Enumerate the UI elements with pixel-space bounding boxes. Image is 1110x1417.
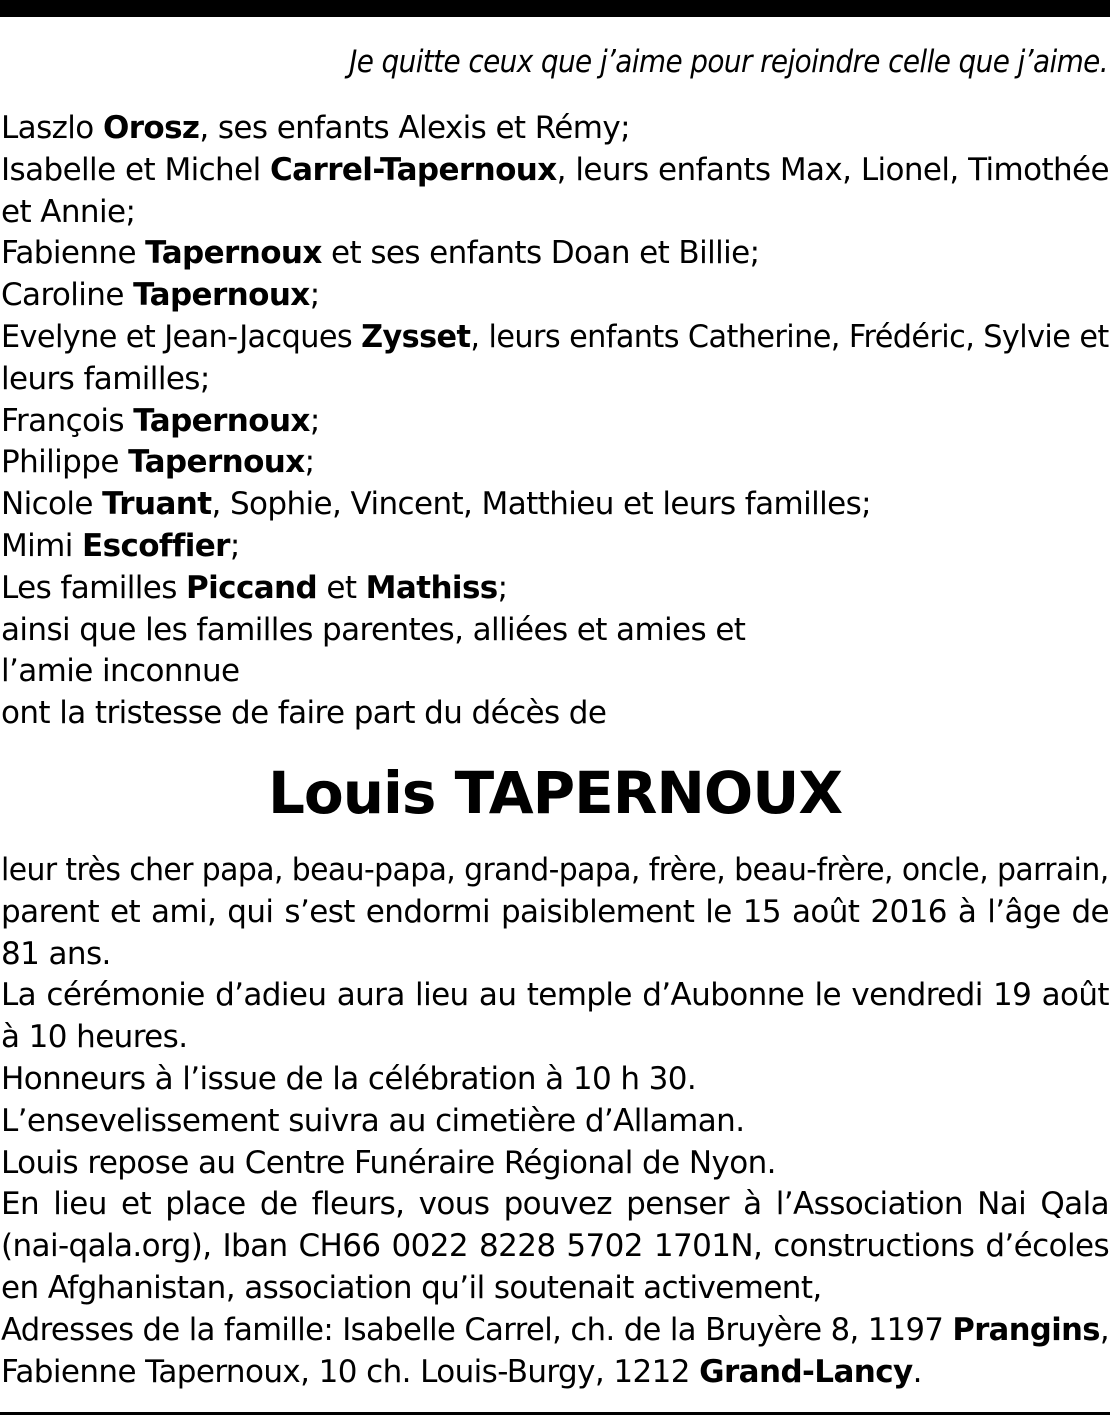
line-text: Caroline bbox=[1, 277, 134, 314]
line-text: leurs familles; bbox=[1, 360, 210, 397]
line-text: , ses enfants Alexis et Rémy; bbox=[199, 110, 630, 146]
bold-surname: Tapernoux bbox=[128, 444, 305, 481]
line-text: l’amie inconnue bbox=[1, 653, 240, 690]
bold-surname: Orosz bbox=[102, 110, 200, 146]
line-text: ainsi que les familles parentes, alliées et amies et bbox=[1, 611, 746, 648]
tribute-line bbox=[1, 1101, 1109, 1143]
bold-surname: Tapernoux bbox=[133, 277, 310, 314]
bold-surname: Grand-Lancy bbox=[699, 1353, 913, 1390]
family-line bbox=[1, 484, 1109, 526]
line-text: , Sophie, Vincent, Matthieu et leurs familles; bbox=[211, 486, 872, 523]
line-text: Honneurs à l’issue de la célébration à 10 h 30. bbox=[1, 1060, 697, 1097]
tribute-line bbox=[1, 934, 1109, 976]
family-line bbox=[1, 150, 1109, 192]
line-text: Fabienne bbox=[1, 235, 146, 272]
line-text: , leurs enfants Catherine, Frédéric, Sylvie et bbox=[470, 318, 1109, 355]
line-text: Adresses de la famille: Isabelle Carrel, ch. de la Bruyère 8, 1197 bbox=[1, 1311, 953, 1348]
bold-surname: Tapernoux bbox=[145, 235, 322, 272]
bold-surname: Zysset bbox=[361, 318, 471, 355]
line-text: . bbox=[912, 1353, 922, 1390]
bold-surname: Piccand bbox=[186, 569, 318, 606]
line-text: ; bbox=[309, 277, 320, 314]
line-text: En lieu et place de fleurs, vous pouvez penser à l’Association Nai Qala bbox=[1, 1186, 1109, 1223]
tribute-line bbox=[1, 1226, 1109, 1268]
family-line bbox=[1, 317, 1109, 359]
tribute-line bbox=[1, 850, 1109, 892]
line-text: Fabienne Tapernoux, 10 ch. Louis-Burgy, 1212 bbox=[1, 1353, 700, 1390]
line-text: parent et ami, qui s’est endormi paisiblement le 15 août 2016 à l’âge de bbox=[1, 893, 1109, 930]
family-line bbox=[1, 192, 1109, 234]
tribute-line bbox=[1, 1352, 1109, 1394]
line-text: Isabelle et Michel bbox=[1, 151, 271, 188]
family-list bbox=[1, 108, 1109, 735]
line-text: ; bbox=[229, 527, 240, 564]
line-text: La cérémonie d’adieu aura lieu au temple d’Aubonne le vendredi 19 août bbox=[1, 977, 1109, 1014]
family-line bbox=[1, 568, 1109, 610]
line-text: 81 ans. bbox=[1, 935, 111, 972]
family-line bbox=[1, 442, 1109, 484]
bold-surname: Prangins bbox=[952, 1311, 1100, 1348]
line-text: en Afghanistan, association qu’il soutenait activement, bbox=[1, 1269, 822, 1306]
line-text: Evelyne et Jean-Jacques bbox=[1, 318, 362, 355]
tribute-text bbox=[1, 850, 1109, 1393]
line-text: à 10 heures. bbox=[1, 1019, 188, 1056]
family-line bbox=[1, 359, 1109, 401]
line-text: ; bbox=[304, 444, 315, 481]
line-text: Nicole bbox=[1, 486, 103, 523]
bold-surname: Tapernoux bbox=[133, 402, 310, 439]
top-rule bbox=[0, 0, 1110, 17]
family-line bbox=[1, 651, 1109, 693]
line-text: François bbox=[1, 402, 134, 439]
tribute-line bbox=[1, 1059, 1109, 1101]
line-text: , leurs enfants Max, Lionel, Timothée bbox=[556, 151, 1110, 188]
line-text: ont la tristesse de faire part du décès de bbox=[1, 695, 607, 732]
line-text: Louis repose au Centre Funéraire Régional de Nyon. bbox=[1, 1144, 776, 1181]
line-text: ; bbox=[497, 569, 508, 606]
family-line bbox=[1, 233, 1109, 275]
line-text: ; bbox=[309, 402, 320, 439]
bold-surname: Mathiss bbox=[365, 569, 498, 606]
bottom-rule bbox=[0, 1412, 1110, 1415]
line-text: Mimi bbox=[1, 527, 83, 564]
tribute-line bbox=[1, 975, 1109, 1017]
line-text: et bbox=[317, 569, 366, 606]
line-text: L’ensevelissement suivra au cimetière d’Allaman. bbox=[1, 1102, 745, 1139]
family-line bbox=[1, 275, 1109, 317]
line-text: , bbox=[1099, 1311, 1110, 1348]
line-text: Les familles bbox=[1, 569, 187, 606]
line-text: Laszlo bbox=[1, 110, 103, 146]
line-text: et Annie; bbox=[1, 193, 136, 230]
line-text: (nai-qala.org), Iban CH66 0022 8228 5702 1701N, constructions d’écoles bbox=[1, 1228, 1109, 1265]
family-line bbox=[1, 693, 1109, 735]
family-line bbox=[1, 108, 1109, 150]
tribute-line bbox=[1, 892, 1109, 934]
tribute-line bbox=[1, 1184, 1109, 1226]
line-text: et ses enfants Doan et Billie; bbox=[321, 235, 760, 272]
tribute-line bbox=[1, 1268, 1109, 1310]
bold-surname: Truant bbox=[102, 486, 212, 523]
epitaph-quote: Je quitte ceux que j’aime pour rejoindre celle que j’aime. bbox=[349, 44, 1108, 80]
tribute-line bbox=[1, 1017, 1109, 1059]
tribute-line bbox=[1, 1310, 1109, 1352]
deceased-name: Louis TAPERNOUX bbox=[267, 759, 843, 827]
bold-surname: Carrel-Tapernoux bbox=[270, 151, 557, 188]
line-text: Philippe bbox=[1, 444, 129, 481]
line-text: leur très cher papa, beau-papa, grand-papa, frère, beau-frère, oncle, parrain, bbox=[1, 852, 1109, 888]
bold-surname: Escoffier bbox=[82, 527, 230, 564]
tribute-line bbox=[1, 1143, 1109, 1185]
family-line bbox=[1, 610, 1109, 652]
family-line bbox=[1, 401, 1109, 443]
family-line bbox=[1, 526, 1109, 568]
